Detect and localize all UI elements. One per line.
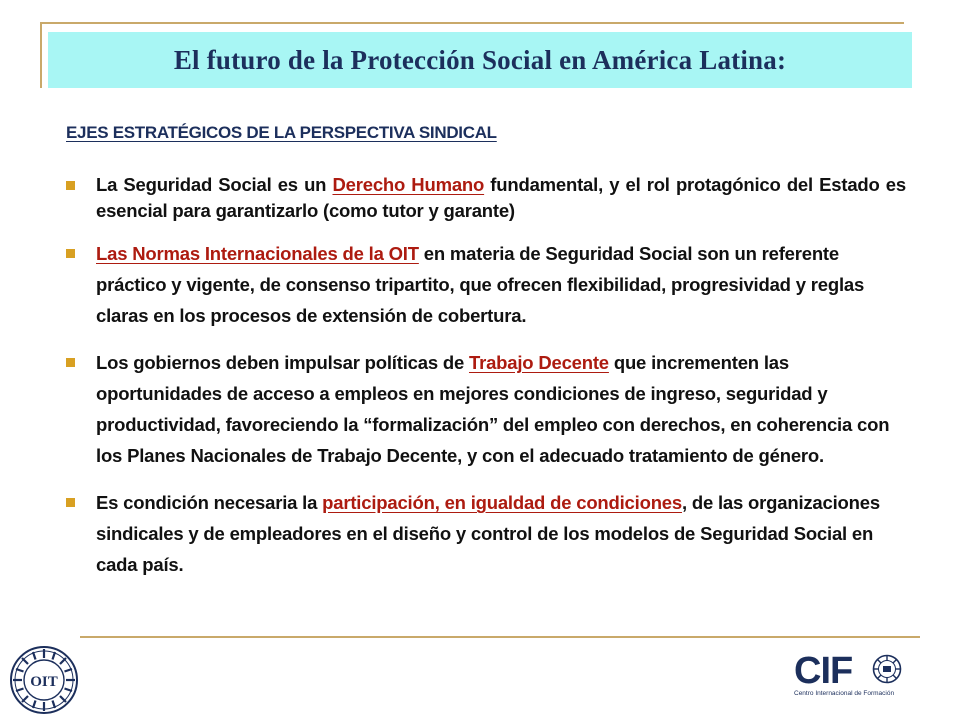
frame-line-left bbox=[40, 22, 42, 88]
bullet-item bbox=[66, 347, 906, 471]
oit-logo-text: OIT bbox=[30, 674, 58, 690]
bullet-square-icon bbox=[66, 358, 75, 367]
bullet-text: , de las organizaciones sindicales y de empleadores en el diseño y control de los modelos de Seguridad Social en cada país. bbox=[96, 492, 880, 575]
bullet-text: fundamental, y el rol protagónico del Estado es esencial para garantizarlo (como tutor y garante) bbox=[96, 174, 906, 221]
bullet-text: en materia de Seguridad Social son un referente práctico y vigente, de consenso tripartito, que ofrecen flexibilidad, progresividad y reglas claras en los procesos de extensión de cobertura. bbox=[96, 243, 865, 326]
slide-title: El futuro de la Protección Social en América Latina: bbox=[173, 44, 787, 75]
bullet-item bbox=[66, 172, 906, 224]
bullet-keyword: Las Normas Internacionales de la OIT bbox=[96, 243, 419, 264]
bullet-text: Es condición necesaria la bbox=[96, 492, 323, 513]
frame-line-top bbox=[40, 22, 904, 24]
cif-logo-subtitle: Centro Internacional de Formación bbox=[794, 690, 895, 697]
cif-oit-emblem-icon bbox=[872, 654, 902, 684]
bullet-keyword: Derecho Humano bbox=[332, 174, 485, 195]
bullet-square-icon bbox=[66, 181, 75, 190]
cif-logo-text: CIF bbox=[794, 650, 853, 692]
bullet-square-icon bbox=[66, 249, 75, 258]
frame-line-bottom bbox=[80, 636, 920, 638]
cif-logo bbox=[794, 652, 904, 700]
bullet-text: que incrementen las oportunidades de acceso a empleos en mejores condiciones de ingreso, seguridad y productividad, favoreciendo la “formalización” del empleo con derechos, en coherencia con los Planes Nacionales de Trabajo Decente, y con el adecuado tratamiento de género. bbox=[96, 352, 890, 466]
bullet-item bbox=[66, 238, 906, 331]
bullet-keyword: Trabajo Decente bbox=[468, 352, 609, 373]
bullet-list bbox=[66, 172, 906, 580]
bullet-keyword: participación, en igualdad de condiciones bbox=[322, 492, 682, 513]
bullet-item bbox=[66, 487, 906, 580]
bullet-text: Los gobiernos deben impulsar políticas de bbox=[96, 352, 469, 373]
oit-emblem-icon bbox=[8, 644, 80, 716]
bullet-text: La Seguridad Social es un bbox=[96, 174, 333, 195]
title-band bbox=[48, 32, 912, 88]
section-heading: EJES ESTRATÉGICOS DE LA PERSPECTIVA SINDICAL bbox=[66, 123, 497, 142]
bullet-square-icon bbox=[66, 498, 75, 507]
